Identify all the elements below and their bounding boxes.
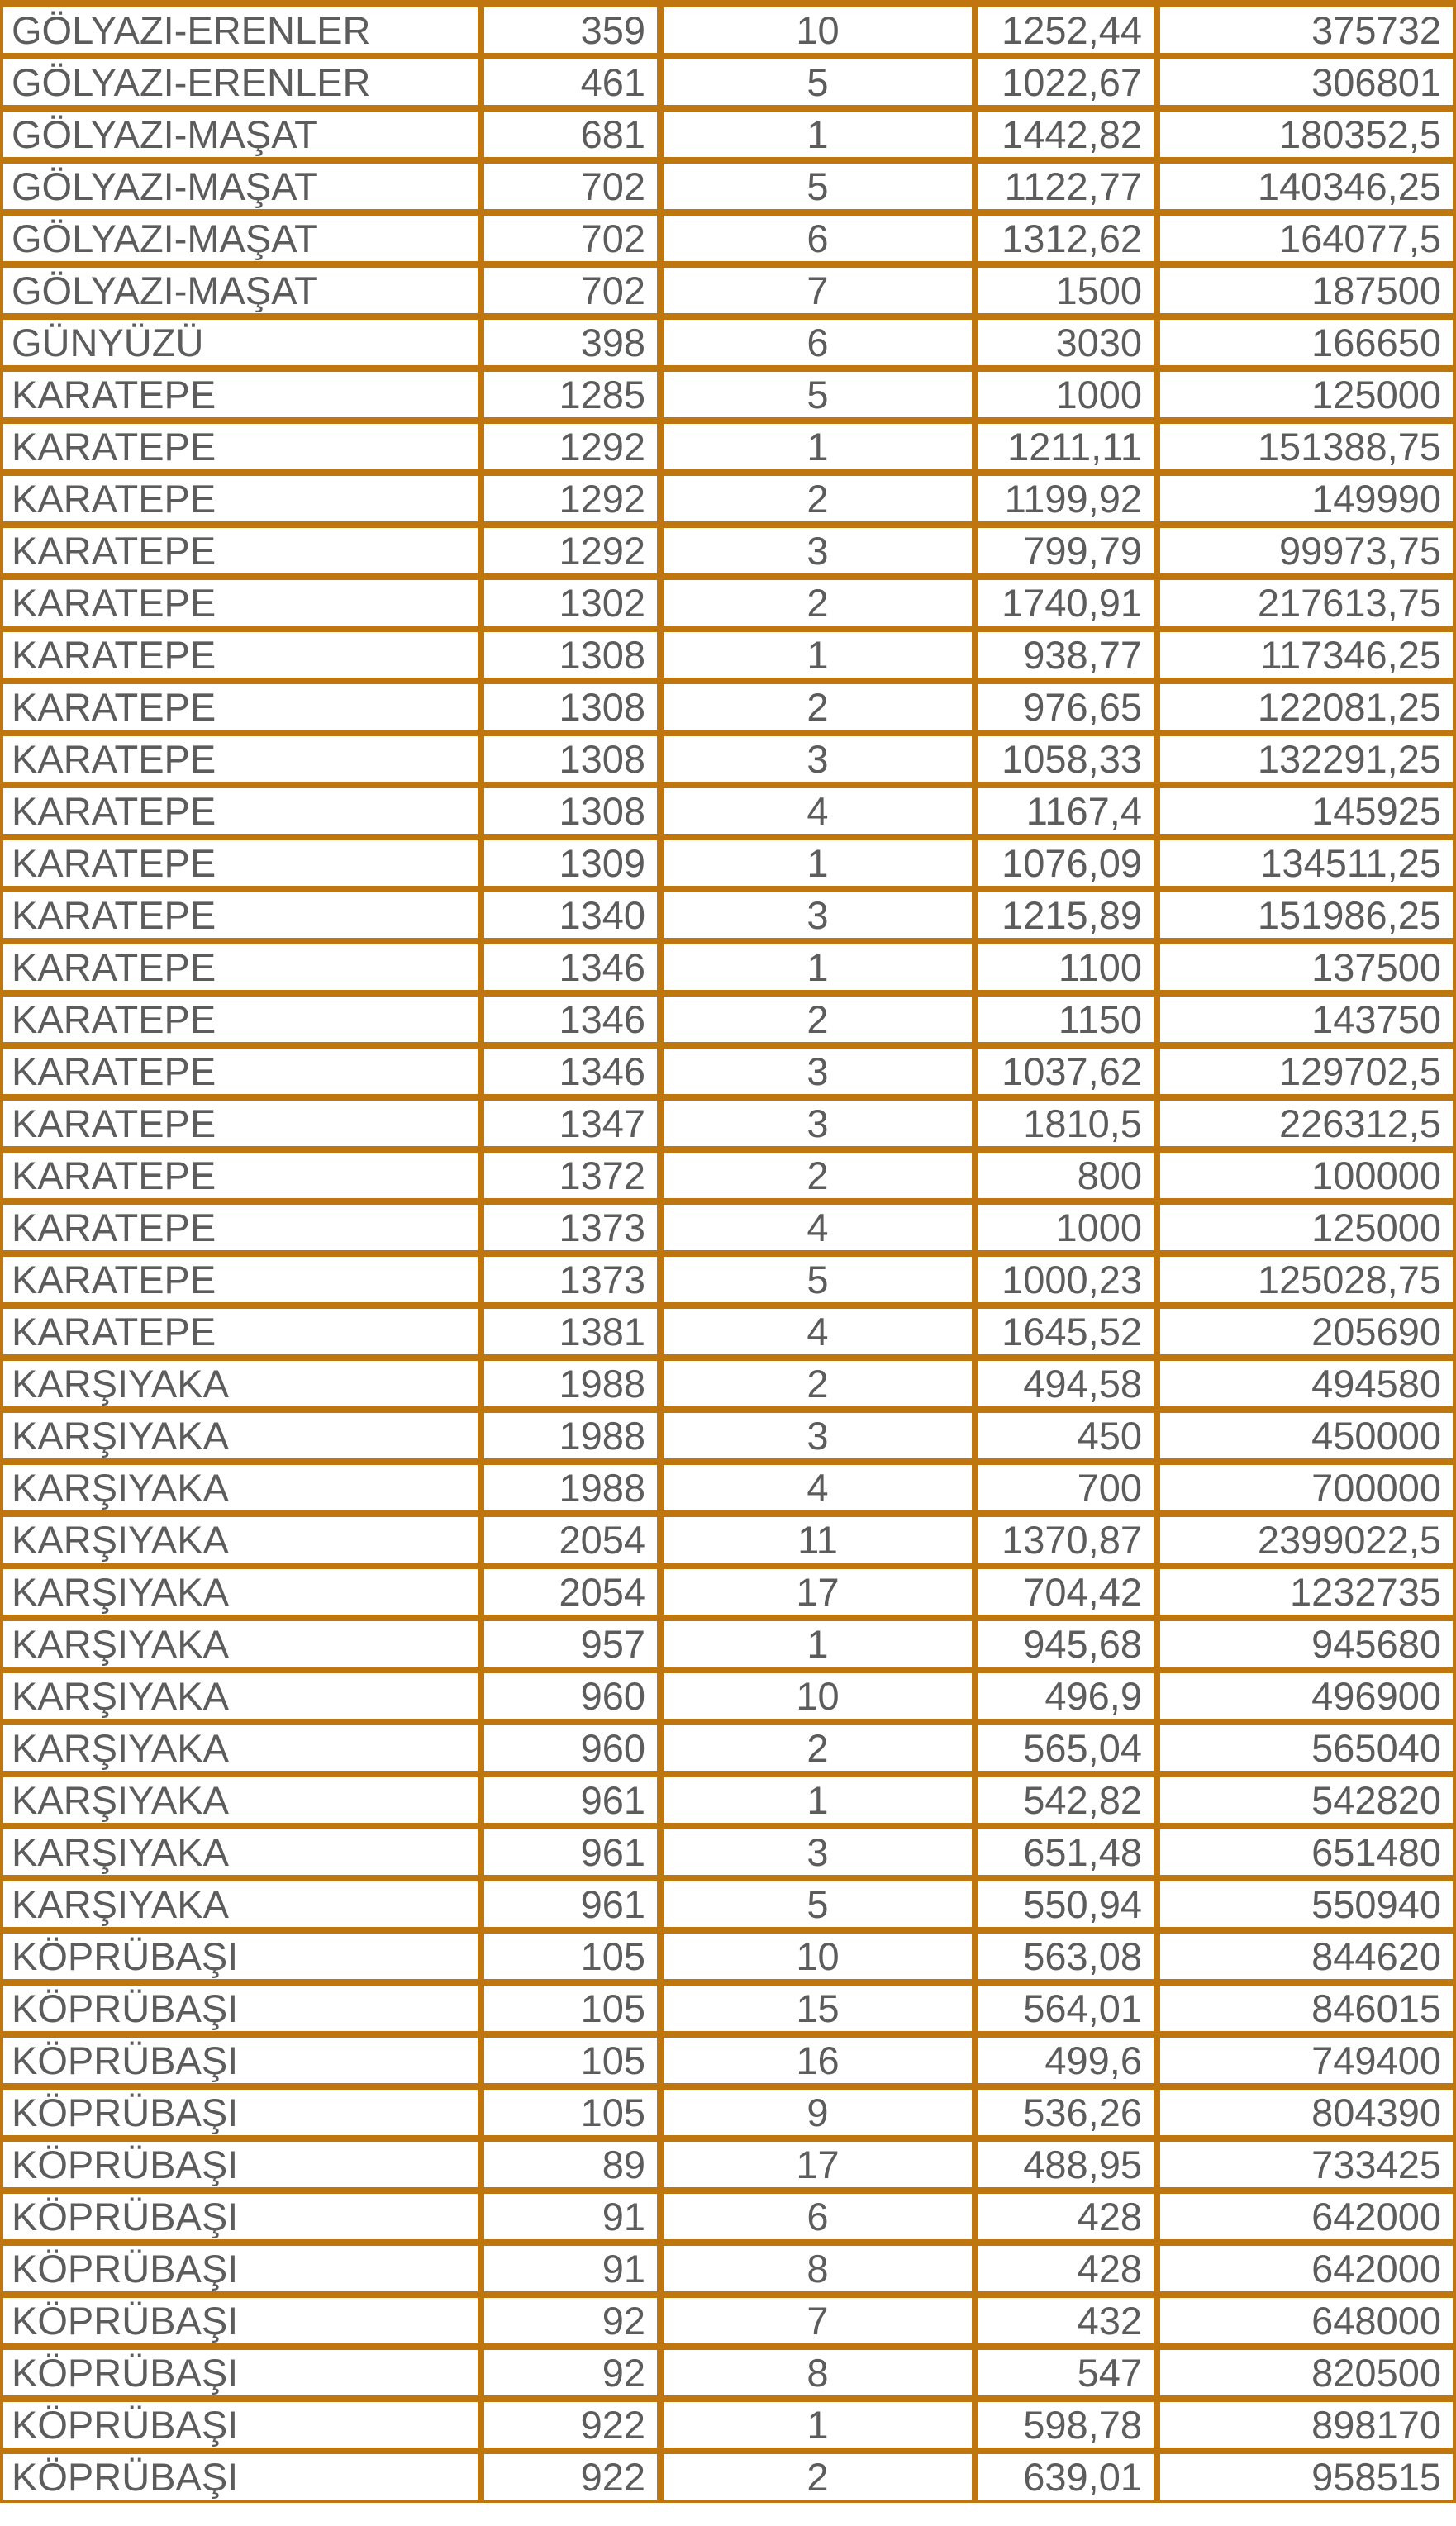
table-cell-column-1: KARATEPE (0, 941, 481, 993)
table-cell-column-1: KARŞIYAKA (0, 1670, 481, 1722)
table-cell-column-5: 898170 (1157, 2399, 1456, 2451)
table-cell-column-2: 398 (481, 316, 660, 369)
table-cell-column-3: 5 (660, 56, 975, 108)
table-cell-column-5: 125000 (1157, 369, 1456, 421)
table-row (0, 1982, 1456, 2034)
table-row (0, 941, 1456, 993)
table-cell-column-5: 733425 (1157, 2138, 1456, 2191)
table-cell-column-5: 180352,5 (1157, 108, 1456, 160)
table-cell-column-4: 450 (975, 1410, 1157, 1462)
table-cell-column-2: 1308 (481, 733, 660, 785)
table-cell-column-2: 92 (481, 2347, 660, 2399)
table-cell-column-5: 651480 (1157, 1826, 1456, 1878)
table-cell-column-1: KARATEPE (0, 473, 481, 525)
table-cell-column-1: KÖPRÜBAŞI (0, 2086, 481, 2138)
table-cell-column-3: 2 (660, 1358, 975, 1410)
table-cell-column-4: 542,82 (975, 1774, 1157, 1826)
table-cell-column-3: 2 (660, 993, 975, 1045)
table-cell-column-5: 226312,5 (1157, 1097, 1456, 1149)
table-cell-column-4: 563,08 (975, 1930, 1157, 1982)
table-cell-column-3: 3 (660, 733, 975, 785)
table-row (0, 369, 1456, 421)
table-cell-column-4: 1000 (975, 369, 1157, 421)
table-cell-column-1: KARATEPE (0, 785, 481, 837)
table-cell-column-1: GÖLYAZI-MAŞAT (0, 108, 481, 160)
table-cell-column-1: KÖPRÜBAŞI (0, 2295, 481, 2347)
table-row (0, 1462, 1456, 1514)
table-row (0, 0, 1456, 56)
table-row (0, 56, 1456, 108)
table-cell-column-3: 16 (660, 2034, 975, 2086)
table-cell-column-5: 164077,5 (1157, 212, 1456, 264)
table-row (0, 577, 1456, 629)
table-cell-column-1: GÖLYAZI-MAŞAT (0, 160, 481, 212)
table-row (0, 1358, 1456, 1410)
table-cell-column-5: 217613,75 (1157, 577, 1456, 629)
table-cell-column-5: 151986,25 (1157, 889, 1456, 941)
table-row (0, 1201, 1456, 1253)
table-cell-column-4: 1150 (975, 993, 1157, 1045)
table-cell-column-5: 125000 (1157, 1201, 1456, 1253)
table-cell-column-3: 17 (660, 2138, 975, 2191)
table-cell-column-1: KARŞIYAKA (0, 1358, 481, 1410)
table-cell-column-4: 1740,91 (975, 577, 1157, 629)
table-row (0, 316, 1456, 369)
table-cell-column-1: KARATEPE (0, 837, 481, 889)
table-cell-column-3: 2 (660, 1722, 975, 1774)
table-cell-column-3: 6 (660, 212, 975, 264)
table-cell-column-1: KARATEPE (0, 525, 481, 577)
table-cell-column-4: 1022,67 (975, 56, 1157, 108)
table-cell-column-4: 799,79 (975, 525, 1157, 577)
table-cell-column-2: 1308 (481, 629, 660, 681)
table-cell-column-5: 125028,75 (1157, 1253, 1456, 1306)
table-cell-column-5: 749400 (1157, 2034, 1456, 2086)
table-cell-column-3: 8 (660, 2347, 975, 2399)
table-cell-column-3: 2 (660, 1149, 975, 1201)
table-cell-column-3: 5 (660, 1253, 975, 1306)
table-cell-column-3: 1 (660, 941, 975, 993)
table-cell-column-1: GÜNYÜZÜ (0, 316, 481, 369)
table-cell-column-1: KARŞIYAKA (0, 1566, 481, 1618)
table-cell-column-2: 681 (481, 108, 660, 160)
table-cell-column-5: 494580 (1157, 1358, 1456, 1410)
table-cell-column-2: 1292 (481, 421, 660, 473)
table-row (0, 2191, 1456, 2243)
table-cell-column-3: 1 (660, 421, 975, 473)
table-cell-column-1: KARŞIYAKA (0, 1514, 481, 1566)
table-cell-column-3: 17 (660, 1566, 975, 1618)
table-cell-column-5: 129702,5 (1157, 1045, 1456, 1097)
table-cell-column-4: 536,26 (975, 2086, 1157, 2138)
table-cell-column-5: 151388,75 (1157, 421, 1456, 473)
table-cell-column-4: 1076,09 (975, 837, 1157, 889)
table-cell-column-3: 3 (660, 1097, 975, 1149)
table-cell-column-4: 3030 (975, 316, 1157, 369)
table-cell-column-5: 137500 (1157, 941, 1456, 993)
table-row (0, 2347, 1456, 2399)
table-cell-column-1: KARATEPE (0, 577, 481, 629)
table-cell-column-1: GÖLYAZI-MAŞAT (0, 264, 481, 316)
table-cell-column-2: 1372 (481, 1149, 660, 1201)
table-cell-column-2: 961 (481, 1878, 660, 1930)
table-cell-column-2: 1347 (481, 1097, 660, 1149)
table-row (0, 681, 1456, 733)
table-row (0, 2034, 1456, 2086)
table-cell-column-5: 306801 (1157, 56, 1456, 108)
table-cell-column-4: 1122,77 (975, 160, 1157, 212)
table-cell-column-2: 961 (481, 1826, 660, 1878)
table-cell-column-4: 704,42 (975, 1566, 1157, 1618)
table-cell-column-4: 1312,62 (975, 212, 1157, 264)
table-row (0, 264, 1456, 316)
table-cell-column-2: 1373 (481, 1253, 660, 1306)
table-cell-column-2: 1308 (481, 681, 660, 733)
table-cell-column-2: 359 (481, 0, 660, 56)
table-cell-column-4: 1167,4 (975, 785, 1157, 837)
table-row (0, 1097, 1456, 1149)
table-cell-column-1: GÖLYAZI-ERENLER (0, 56, 481, 108)
table-cell-column-5: 187500 (1157, 264, 1456, 316)
table-cell-column-3: 10 (660, 1670, 975, 1722)
table-cell-column-2: 1285 (481, 369, 660, 421)
table-cell-column-1: GÖLYAZI-ERENLER (0, 0, 481, 56)
table-row (0, 1930, 1456, 1982)
table-cell-column-2: 91 (481, 2243, 660, 2295)
table-cell-column-3: 15 (660, 1982, 975, 2034)
table-cell-column-1: KARATEPE (0, 1045, 481, 1097)
table-cell-column-3: 3 (660, 1826, 975, 1878)
table-cell-column-4: 550,94 (975, 1878, 1157, 1930)
table-cell-column-3: 1 (660, 837, 975, 889)
table-cell-column-4: 1211,11 (975, 421, 1157, 473)
table-cell-column-4: 547 (975, 2347, 1157, 2399)
table-cell-column-2: 1340 (481, 889, 660, 941)
table-row (0, 1670, 1456, 1722)
table-cell-column-1: KARŞIYAKA (0, 1410, 481, 1462)
table-cell-column-2: 922 (481, 2399, 660, 2451)
table-cell-column-4: 700 (975, 1462, 1157, 1514)
table-cell-column-4: 1645,52 (975, 1306, 1157, 1358)
table-cell-column-3: 5 (660, 160, 975, 212)
table-cell-column-3: 2 (660, 577, 975, 629)
table-row (0, 1566, 1456, 1618)
table-cell-column-5: 642000 (1157, 2191, 1456, 2243)
table-cell-column-2: 960 (481, 1670, 660, 1722)
table-cell-column-5: 117346,25 (1157, 629, 1456, 681)
table-cell-column-5: 648000 (1157, 2295, 1456, 2347)
table-cell-column-2: 1381 (481, 1306, 660, 1358)
table-cell-column-2: 960 (481, 1722, 660, 1774)
table-cell-column-5: 496900 (1157, 1670, 1456, 1722)
table-cell-column-2: 92 (481, 2295, 660, 2347)
table-cell-column-4: 565,04 (975, 1722, 1157, 1774)
table-cell-column-5: 140346,25 (1157, 160, 1456, 212)
table-row (0, 160, 1456, 212)
table-cell-column-1: KÖPRÜBAŞI (0, 1982, 481, 2034)
table-cell-column-3: 6 (660, 316, 975, 369)
table-cell-column-4: 1252,44 (975, 0, 1157, 56)
table-cell-column-1: KARŞIYAKA (0, 1878, 481, 1930)
table-cell-column-2: 1988 (481, 1358, 660, 1410)
table-cell-column-1: KARŞIYAKA (0, 1826, 481, 1878)
table-cell-column-3: 3 (660, 1045, 975, 1097)
table-cell-column-2: 1302 (481, 577, 660, 629)
table-cell-column-3: 1 (660, 2399, 975, 2451)
table-cell-column-1: KARŞIYAKA (0, 1722, 481, 1774)
table-cell-column-2: 922 (481, 2451, 660, 2503)
table-row (0, 733, 1456, 785)
table-cell-column-2: 1373 (481, 1201, 660, 1253)
table-cell-column-3: 11 (660, 1514, 975, 1566)
table-cell-column-1: KÖPRÜBAŞI (0, 2191, 481, 2243)
table-cell-column-4: 499,6 (975, 2034, 1157, 2086)
table-cell-column-5: 99973,75 (1157, 525, 1456, 577)
table-cell-column-3: 7 (660, 264, 975, 316)
table-cell-column-2: 702 (481, 160, 660, 212)
table-cell-column-4: 432 (975, 2295, 1157, 2347)
table-row (0, 1514, 1456, 1566)
table-cell-column-3: 2 (660, 473, 975, 525)
table-cell-column-1: KARATEPE (0, 369, 481, 421)
table-cell-column-2: 105 (481, 1930, 660, 1982)
table-cell-column-4: 1037,62 (975, 1045, 1157, 1097)
table-row (0, 525, 1456, 577)
table-cell-column-5: 565040 (1157, 1722, 1456, 1774)
table-cell-column-3: 1 (660, 629, 975, 681)
table-cell-column-1: KARATEPE (0, 1253, 481, 1306)
table-cell-column-5: 804390 (1157, 2086, 1456, 2138)
table-cell-column-3: 4 (660, 1462, 975, 1514)
table-cell-column-4: 945,68 (975, 1618, 1157, 1670)
table-cell-column-1: KÖPRÜBAŞI (0, 2399, 481, 2451)
table-row (0, 473, 1456, 525)
table-cell-column-1: KARATEPE (0, 889, 481, 941)
table-cell-column-2: 1988 (481, 1410, 660, 1462)
table-cell-column-4: 1810,5 (975, 1097, 1157, 1149)
table-cell-column-3: 6 (660, 2191, 975, 2243)
table-cell-column-2: 1346 (481, 941, 660, 993)
table-cell-column-4: 1000 (975, 1201, 1157, 1253)
table-cell-column-4: 488,95 (975, 2138, 1157, 2191)
table-cell-column-3: 10 (660, 1930, 975, 1982)
table-cell-column-1: KARATEPE (0, 1201, 481, 1253)
table-row (0, 2295, 1456, 2347)
table-cell-column-4: 1000,23 (975, 1253, 1157, 1306)
table-cell-column-3: 1 (660, 1618, 975, 1670)
table-cell-column-1: KÖPRÜBAŞI (0, 2451, 481, 2503)
table-cell-column-5: 642000 (1157, 2243, 1456, 2295)
table-cell-column-2: 957 (481, 1618, 660, 1670)
table-cell-column-3: 4 (660, 785, 975, 837)
table-cell-column-5: 700000 (1157, 1462, 1456, 1514)
table-cell-column-4: 651,48 (975, 1826, 1157, 1878)
table-cell-column-2: 702 (481, 212, 660, 264)
table-cell-column-3: 1 (660, 108, 975, 160)
table-cell-column-1: KÖPRÜBAŞI (0, 1930, 481, 1982)
table-cell-column-2: 2054 (481, 1514, 660, 1566)
table-row (0, 2399, 1456, 2451)
table-cell-column-2: 1292 (481, 473, 660, 525)
table-cell-column-5: 100000 (1157, 1149, 1456, 1201)
table-cell-column-5: 844620 (1157, 1930, 1456, 1982)
table-cell-column-5: 846015 (1157, 1982, 1456, 2034)
table-cell-column-3: 7 (660, 2295, 975, 2347)
table-cell-column-4: 938,77 (975, 629, 1157, 681)
table-cell-column-2: 91 (481, 2191, 660, 2243)
table-cell-column-2: 2054 (481, 1566, 660, 1618)
table-cell-column-2: 702 (481, 264, 660, 316)
table-cell-column-3: 3 (660, 889, 975, 941)
table-cell-column-5: 134511,25 (1157, 837, 1456, 889)
table-cell-column-4: 800 (975, 1149, 1157, 1201)
table-cell-column-3: 9 (660, 2086, 975, 2138)
table-cell-column-2: 1346 (481, 1045, 660, 1097)
table-cell-column-4: 1058,33 (975, 733, 1157, 785)
table-cell-column-2: 461 (481, 56, 660, 108)
table-cell-column-5: 542820 (1157, 1774, 1456, 1826)
table-cell-column-3: 3 (660, 1410, 975, 1462)
table-cell-column-4: 428 (975, 2243, 1157, 2295)
table-cell-column-1: KARATEPE (0, 733, 481, 785)
table-cell-column-4: 598,78 (975, 2399, 1157, 2451)
table-cell-column-3: 8 (660, 2243, 975, 2295)
table-cell-column-5: 1232735 (1157, 1566, 1456, 1618)
table-row (0, 212, 1456, 264)
table-cell-column-5: 550940 (1157, 1878, 1456, 1930)
table-cell-column-1: KARATEPE (0, 629, 481, 681)
table-cell-column-4: 1370,87 (975, 1514, 1157, 1566)
table-row (0, 1410, 1456, 1462)
table-cell-column-5: 143750 (1157, 993, 1456, 1045)
table-cell-column-1: KARATEPE (0, 1306, 481, 1358)
table-cell-column-3: 2 (660, 2451, 975, 2503)
table-row (0, 2086, 1456, 2138)
table-cell-column-4: 496,9 (975, 1670, 1157, 1722)
table-cell-column-2: 105 (481, 2086, 660, 2138)
table-row (0, 785, 1456, 837)
table-cell-column-4: 428 (975, 2191, 1157, 2243)
table-cell-column-4: 564,01 (975, 1982, 1157, 2034)
table-cell-column-2: 105 (481, 1982, 660, 2034)
table-cell-column-2: 1346 (481, 993, 660, 1045)
table-cell-column-5: 132291,25 (1157, 733, 1456, 785)
table-cell-column-4: 1100 (975, 941, 1157, 993)
table-cell-column-1: KÖPRÜBAŞI (0, 2243, 481, 2295)
table-cell-column-2: 1308 (481, 785, 660, 837)
table-cell-column-4: 1215,89 (975, 889, 1157, 941)
table-cell-column-2: 1309 (481, 837, 660, 889)
table-row (0, 1826, 1456, 1878)
table-row (0, 1774, 1456, 1826)
table-cell-column-5: 149990 (1157, 473, 1456, 525)
table-cell-column-5: 122081,25 (1157, 681, 1456, 733)
table-cell-column-2: 89 (481, 2138, 660, 2191)
table-cell-column-3: 5 (660, 369, 975, 421)
table-cell-column-3: 5 (660, 1878, 975, 1930)
table-row (0, 108, 1456, 160)
table-cell-column-5: 2399022,5 (1157, 1514, 1456, 1566)
table-cell-column-1: KARATEPE (0, 1149, 481, 1201)
table-cell-column-1: KARATEPE (0, 993, 481, 1045)
table-row (0, 889, 1456, 941)
table-row (0, 1149, 1456, 1201)
table-cell-column-2: 1292 (481, 525, 660, 577)
table-cell-column-3: 4 (660, 1306, 975, 1358)
table-cell-column-1: KARŞIYAKA (0, 1774, 481, 1826)
table-cell-column-4: 1199,92 (975, 473, 1157, 525)
table-cell-column-1: KARATEPE (0, 421, 481, 473)
table-cell-column-2: 1988 (481, 1462, 660, 1514)
table-row (0, 1045, 1456, 1097)
table-row (0, 1722, 1456, 1774)
table-cell-column-1: KÖPRÜBAŞI (0, 2034, 481, 2086)
table-cell-column-3: 2 (660, 681, 975, 733)
table-cell-column-4: 639,01 (975, 2451, 1157, 2503)
table-cell-column-5: 450000 (1157, 1410, 1456, 1462)
table-row (0, 2243, 1456, 2295)
table-row (0, 1878, 1456, 1930)
table-cell-column-5: 958515 (1157, 2451, 1456, 2503)
table-row (0, 2138, 1456, 2191)
table-cell-column-5: 945680 (1157, 1618, 1456, 1670)
table-cell-column-1: KARŞIYAKA (0, 1462, 481, 1514)
table-cell-column-1: GÖLYAZI-MAŞAT (0, 212, 481, 264)
table-cell-column-1: KARŞIYAKA (0, 1618, 481, 1670)
table-cell-column-5: 205690 (1157, 1306, 1456, 1358)
table-row (0, 837, 1456, 889)
table-cell-column-1: KÖPRÜBAŞI (0, 2347, 481, 2399)
table-cell-column-4: 976,65 (975, 681, 1157, 733)
table-cell-column-1: KÖPRÜBAŞI (0, 2138, 481, 2191)
table-row (0, 629, 1456, 681)
table-cell-column-1: KARATEPE (0, 681, 481, 733)
table-row (0, 1253, 1456, 1306)
table-cell-column-4: 494,58 (975, 1358, 1157, 1410)
table-cell-column-5: 145925 (1157, 785, 1456, 837)
table-cell-column-3: 10 (660, 0, 975, 56)
table-row (0, 421, 1456, 473)
table-row (0, 1618, 1456, 1670)
table-row (0, 2451, 1456, 2503)
table-cell-column-4: 1442,82 (975, 108, 1157, 160)
table-cell-column-5: 820500 (1157, 2347, 1456, 2399)
table-cell-column-2: 105 (481, 2034, 660, 2086)
table-cell-column-3: 4 (660, 1201, 975, 1253)
table-row (0, 1306, 1456, 1358)
table-cell-column-3: 3 (660, 525, 975, 577)
table-cell-column-3: 1 (660, 1774, 975, 1826)
table-cell-column-5: 375732 (1157, 0, 1456, 56)
table-cell-column-4: 1500 (975, 264, 1157, 316)
table-cell-column-5: 166650 (1157, 316, 1456, 369)
table-cell-column-1: KARATEPE (0, 1097, 481, 1149)
table-cell-column-2: 961 (481, 1774, 660, 1826)
table-row (0, 993, 1456, 1045)
